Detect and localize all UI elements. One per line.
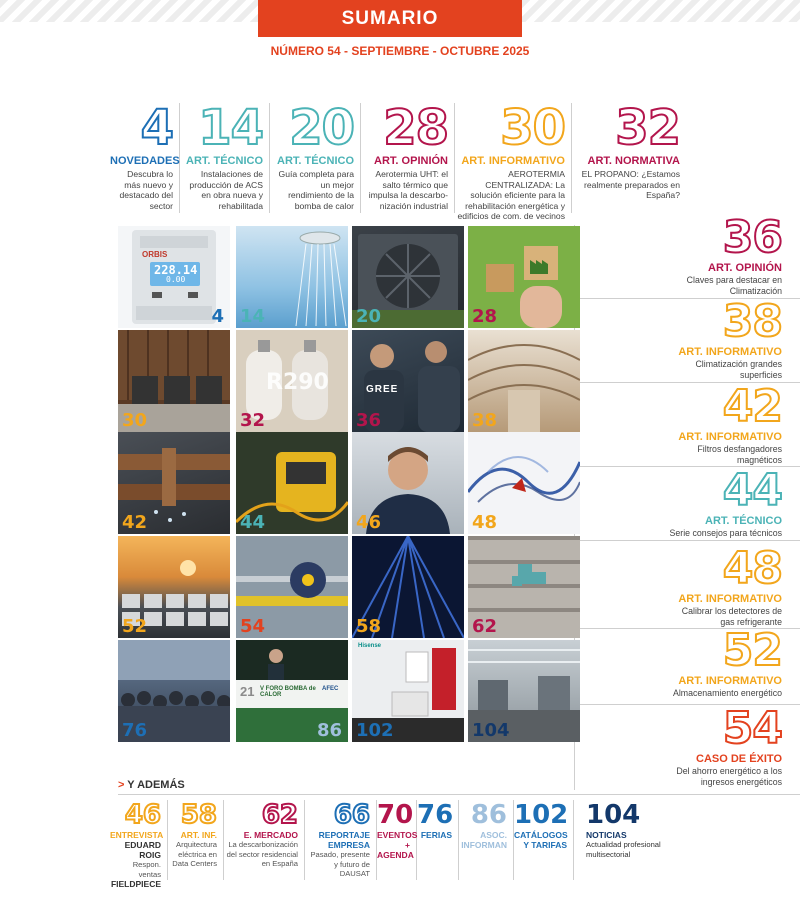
article-description: La descarbonización del sector residencial en España — [226, 840, 298, 868]
event-day: 21 — [240, 684, 255, 699]
interviewee-name: EDUARD ROIG — [124, 840, 161, 860]
page-number: 4 — [140, 100, 173, 156]
article-description: Climatización grandes superficies — [695, 359, 782, 380]
tile-page-number: 48 — [472, 512, 498, 533]
category-label: ART. INF. — [180, 830, 217, 840]
ademas-item-58[interactable] — [168, 800, 224, 880]
page-number: 32 — [615, 100, 680, 156]
page-number: 62 — [261, 800, 298, 830]
page-number: 38 — [722, 296, 782, 347]
article-description: Arquitectura eléctrica en Data Centers — [172, 840, 217, 868]
toc-item-54[interactable] — [576, 703, 800, 787]
tile-page-number: 42 — [122, 512, 148, 533]
photo-shopping-mall[interactable] — [468, 330, 580, 432]
ademas-item-76[interactable] — [417, 800, 459, 880]
photo-data-center[interactable] — [352, 536, 464, 638]
photo-industrial-fan[interactable] — [236, 536, 348, 638]
photo-heat-pump-forum[interactable] — [236, 640, 348, 742]
tile-page-number: 30 — [122, 410, 148, 431]
page-number: 36 — [722, 212, 782, 263]
photo-propane-cylinders[interactable] — [236, 330, 348, 432]
category-label: ART. INFORMATIVO — [678, 431, 782, 443]
tile-page-number: 52 — [122, 616, 148, 637]
category-label: ART. OPINIÓN — [374, 155, 448, 167]
page-number: 46 — [124, 800, 161, 830]
page-number: 70 — [377, 800, 414, 830]
event-title: V FORO BOMBA de CALOR — [260, 686, 316, 698]
meter-brand: ORBIS — [142, 250, 168, 259]
toc-item-36[interactable] — [576, 212, 800, 296]
category-label: ART. TÉCNICO — [705, 515, 782, 527]
toc-item-44[interactable] — [576, 465, 800, 539]
hisense-logo: Hisense — [358, 643, 382, 649]
tile-page-number: 28 — [472, 306, 498, 327]
toc-item-48[interactable] — [576, 543, 800, 627]
category-label: ART. TÉCNICO — [277, 155, 354, 167]
article-description: Serie consejos para técnicos — [669, 528, 782, 538]
article-description: Calibrar los detectores de gas refrigerante — [681, 606, 782, 627]
photo-technician-tools[interactable] — [236, 432, 348, 534]
category-label: ART. INFORMATIVO — [461, 155, 565, 167]
page-number: 76 — [417, 800, 454, 830]
issue-line: NÚMERO 54 - SEPTIEMBRE - OCTUBRE 2025 — [270, 44, 530, 58]
toc-item-30[interactable] — [455, 100, 572, 221]
article-description: Claves para destacar en Climatización — [686, 275, 782, 296]
article-description: Guía completa para un mejor rendimiento de la bomba de calor — [278, 169, 354, 211]
ademas-item-102[interactable] — [514, 800, 574, 880]
toc-item-20[interactable] — [270, 100, 361, 213]
toc-item-32[interactable] — [572, 100, 686, 213]
tile-page-number: 76 — [122, 720, 148, 741]
page-number: 28 — [383, 100, 448, 156]
category-label: ART. INFORMATIVO — [678, 675, 782, 687]
article-description: Respon. ventas — [132, 860, 161, 879]
category-label: CASO DE ÉXITO — [696, 753, 782, 765]
page-number: 30 — [500, 100, 565, 156]
category-label: ART. INFORMATIVO — [678, 593, 782, 605]
article-description: Filtros desfangadores magnéticos — [697, 444, 782, 465]
ademas-item-86[interactable] — [459, 800, 514, 880]
toc-item-52[interactable] — [576, 625, 800, 699]
article-description: Del ahorro energético a los ingresos energéticos — [676, 766, 782, 787]
page-number: 102 — [514, 800, 569, 830]
header-stripes-right — [522, 0, 800, 22]
r290-label: R290 — [266, 370, 329, 395]
article-description: Actualidad profesional multisectorial — [586, 840, 661, 859]
category-label: ART. OPINIÓN — [708, 262, 782, 274]
page-number: 14 — [198, 100, 263, 156]
category-label: E. MERCADO — [243, 830, 298, 840]
meter-sub-reading: 0.00 — [166, 275, 186, 284]
tile-page-number: 104 — [472, 720, 510, 741]
article-description: Pasado, presente y futuro de DAUSAT — [310, 850, 370, 878]
photo-hisense-catalog[interactable] — [352, 640, 464, 742]
photo-gas-smoke[interactable] — [468, 432, 580, 534]
toc-item-28[interactable] — [361, 100, 455, 213]
tile-page-number: 58 — [356, 616, 382, 637]
tile-page-number: 46 — [356, 512, 382, 533]
toc-item-4[interactable] — [110, 100, 180, 213]
photo-rusty-pipes[interactable] — [118, 432, 230, 534]
category-label: CATÁLOGOS Y TARIFAS — [514, 830, 568, 850]
ademas-item-46[interactable] — [110, 800, 168, 889]
ademas-item-70[interactable] — [377, 800, 417, 880]
divider — [118, 794, 800, 795]
page-number: 52 — [722, 625, 782, 676]
page-number: 20 — [289, 100, 354, 156]
category-label: ART. NORMATIVA — [587, 155, 680, 167]
sumario-banner: SUMARIO — [258, 0, 522, 37]
article-description: Instalaciones de producción de ACS en obra nueva y rehabilitada — [189, 169, 263, 211]
page-number: 54 — [722, 703, 782, 754]
photo-factory-floor[interactable] — [468, 640, 580, 742]
page-number: 66 — [333, 800, 370, 830]
tile-page-number: 32 — [240, 410, 266, 431]
toc-item-14[interactable] — [180, 100, 270, 213]
company-name: FIELDPIECE — [110, 879, 161, 889]
photo-green-cubes[interactable] — [468, 226, 580, 328]
article-description: EL PROPANO: ¿Estamos realmente preparados en España? — [581, 169, 680, 200]
ademas-label: Y ADEMÁS — [127, 779, 185, 791]
tile-page-number: 38 — [472, 410, 498, 431]
toc-item-38[interactable] — [576, 296, 800, 380]
page-number: 58 — [180, 800, 217, 830]
category-label: REPORTAJE EMPRESA — [318, 830, 370, 850]
article-description: Almacenamiento energético — [672, 688, 782, 698]
page-number: 44 — [722, 465, 782, 516]
toc-item-42[interactable] — [576, 381, 800, 465]
photo-heat-pump-units[interactable] — [118, 330, 230, 432]
photo-energy-meter[interactable] — [118, 226, 230, 328]
photo-trade-fair[interactable] — [118, 640, 230, 742]
afec-logo: AFEC — [322, 686, 339, 692]
category-label: ASOC. INFORMAN — [461, 830, 507, 850]
category-label: NOTICIAS — [586, 830, 627, 840]
meter-reading: 228.14 — [154, 263, 198, 277]
tile-page-number: 4 — [211, 306, 224, 327]
photo-gree-academy[interactable] — [352, 330, 464, 432]
tile-page-number: 44 — [240, 512, 266, 533]
article-description: Aerotermia UHT: el salto térmico que impulsa la descarbo-nización industrial — [368, 169, 448, 211]
photo-heat-pump[interactable] — [352, 226, 464, 328]
ademas-item-104[interactable] — [580, 800, 700, 880]
ademas-item-66[interactable] — [305, 800, 377, 880]
photo-interview-portrait[interactable] — [352, 432, 464, 534]
ademas-item-62[interactable] — [224, 800, 305, 880]
header-stripes-left — [0, 0, 258, 22]
ademas-heading — [118, 779, 185, 791]
article-description: AEROTERMIA CENTRALIZADA: La solución eficiente para la rehabilitación energética y edificios de com. de vecinos — [457, 169, 565, 221]
photo-building-facade[interactable] — [468, 536, 580, 638]
page-number: 48 — [722, 543, 782, 594]
page-number: 42 — [722, 381, 782, 432]
category-label: NOVEDADES — [110, 155, 180, 167]
tile-page-number: 86 — [316, 720, 342, 741]
category-label: FERIAS — [420, 830, 452, 840]
tile-page-number: 102 — [356, 720, 394, 741]
page-number: 104 — [586, 800, 641, 830]
tile-page-number: 20 — [356, 306, 382, 327]
tile-page-number: 36 — [356, 410, 382, 431]
chevron-right-icon: > — [118, 779, 125, 791]
category-label: ART. TÉCNICO — [186, 155, 263, 167]
category-label: ART. INFORMATIVO — [678, 346, 782, 358]
gree-logo: GREE — [366, 384, 399, 395]
category-label: EVENTOS + AGENDA — [377, 830, 418, 860]
photo-battery-storage[interactable] — [118, 536, 230, 638]
page-number: 86 — [470, 800, 507, 830]
category-label: ENTREVISTA — [110, 830, 164, 840]
tile-page-number: 14 — [240, 306, 266, 327]
article-description: Descubra lo más nuevo y destacado del sector — [119, 169, 173, 211]
divider — [576, 540, 800, 541]
tile-page-number: 54 — [240, 616, 266, 637]
tile-page-number: 62 — [472, 616, 498, 637]
photo-shower[interactable] — [236, 226, 348, 328]
